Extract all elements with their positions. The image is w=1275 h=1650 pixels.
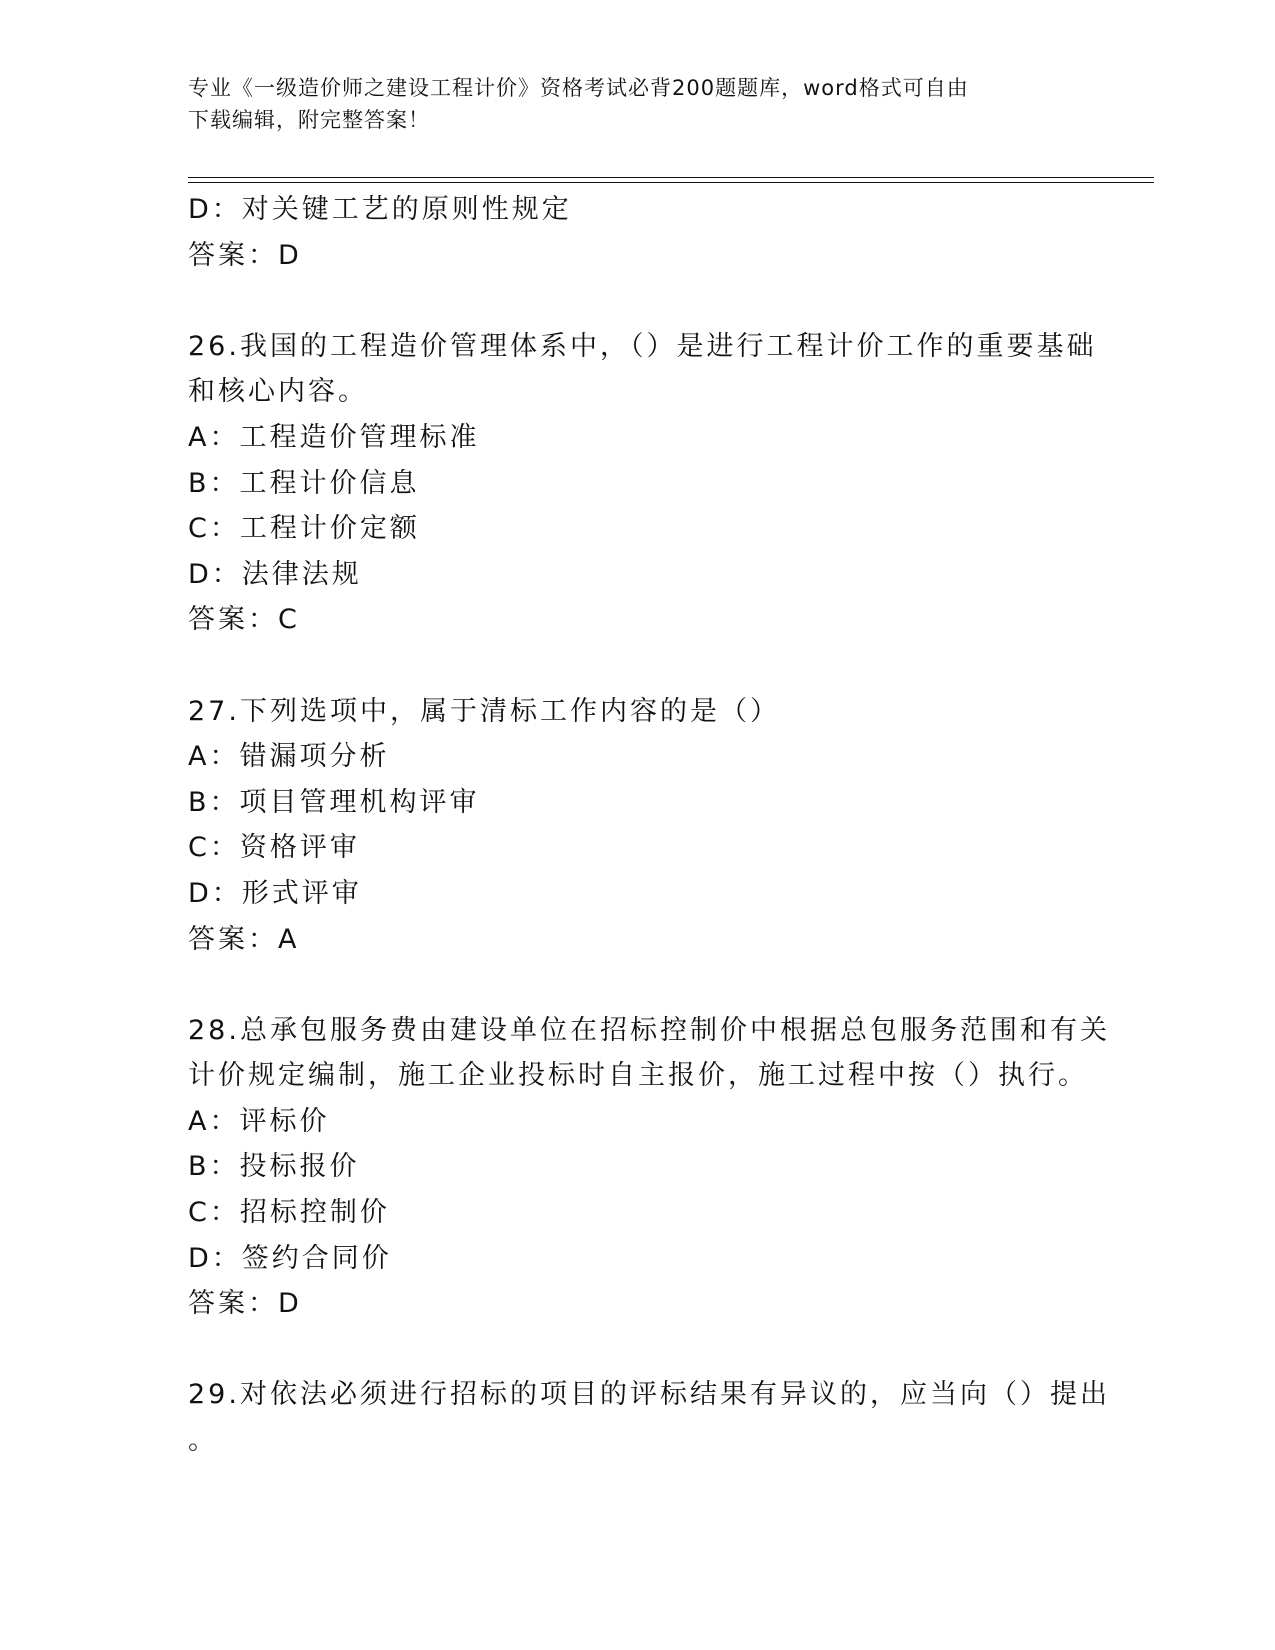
- page-header: [188, 72, 1068, 136]
- prev-answer: 答案：D: [188, 239, 302, 271]
- question-stem: 29.对依法必须进行招标的项目的评标结果有异议的，应当向（）提出: [188, 1379, 1110, 1411]
- question-stem: 27.下列选项中，属于清标工作内容的是（）: [188, 695, 780, 727]
- option-b: B：项目管理机构评审: [188, 786, 480, 818]
- question-stem: 28.总承包服务费由建设单位在招标控制价中根据总包服务范围和有关: [188, 1014, 1110, 1046]
- option-b: B：工程计价信息: [188, 467, 420, 499]
- answer: 答案：C: [188, 604, 300, 636]
- header-line-2: 下载编辑，附完整答案！: [188, 108, 430, 132]
- answer: 答案：A: [188, 923, 300, 955]
- answer: 答案：D: [188, 1288, 302, 1320]
- question-28: [188, 1008, 1110, 1327]
- header-line-1: 专业《一级造价师之建设工程计价》资格考试必背200题题库，word格式可自由: [188, 76, 969, 100]
- question-29: [188, 1372, 1110, 1463]
- spacer: [188, 962, 1088, 1008]
- spacer: [188, 278, 1088, 324]
- option-c: C：招标控制价: [188, 1197, 390, 1229]
- option-c: C：资格评审: [188, 832, 360, 864]
- option-d: D：形式评审: [188, 877, 362, 909]
- question-stem-continued: 计价规定编制，施工企业投标时自主报价，施工过程中按（）执行。: [188, 1060, 1088, 1092]
- option-a: A：评标价: [188, 1105, 330, 1137]
- option-c: C：工程计价定额: [188, 513, 420, 545]
- spacer: [188, 643, 1088, 689]
- option-a: A：工程造价管理标准: [188, 421, 480, 453]
- question-stem: 26.我国的工程造价管理体系中，（）是进行工程计价工作的重要基础: [188, 330, 1097, 362]
- spacer: [188, 1327, 1088, 1373]
- question-stem-continued: 。: [188, 1425, 218, 1457]
- option-d: D：签约合同价: [188, 1242, 392, 1274]
- question-stem-continued: 和核心内容。: [188, 376, 368, 408]
- question-26: [188, 324, 1097, 643]
- question-27: [188, 689, 1088, 963]
- question-content: [188, 187, 1110, 1464]
- prev-option-d: D：对关键工艺的原则性规定: [188, 194, 572, 225]
- header-divider-top: [188, 177, 1154, 178]
- header-divider-bottom: [188, 182, 1154, 183]
- option-a: A：错漏项分析: [188, 741, 390, 773]
- option-b: B：投标报价: [188, 1151, 360, 1183]
- option-d: D：法律法规: [188, 558, 362, 590]
